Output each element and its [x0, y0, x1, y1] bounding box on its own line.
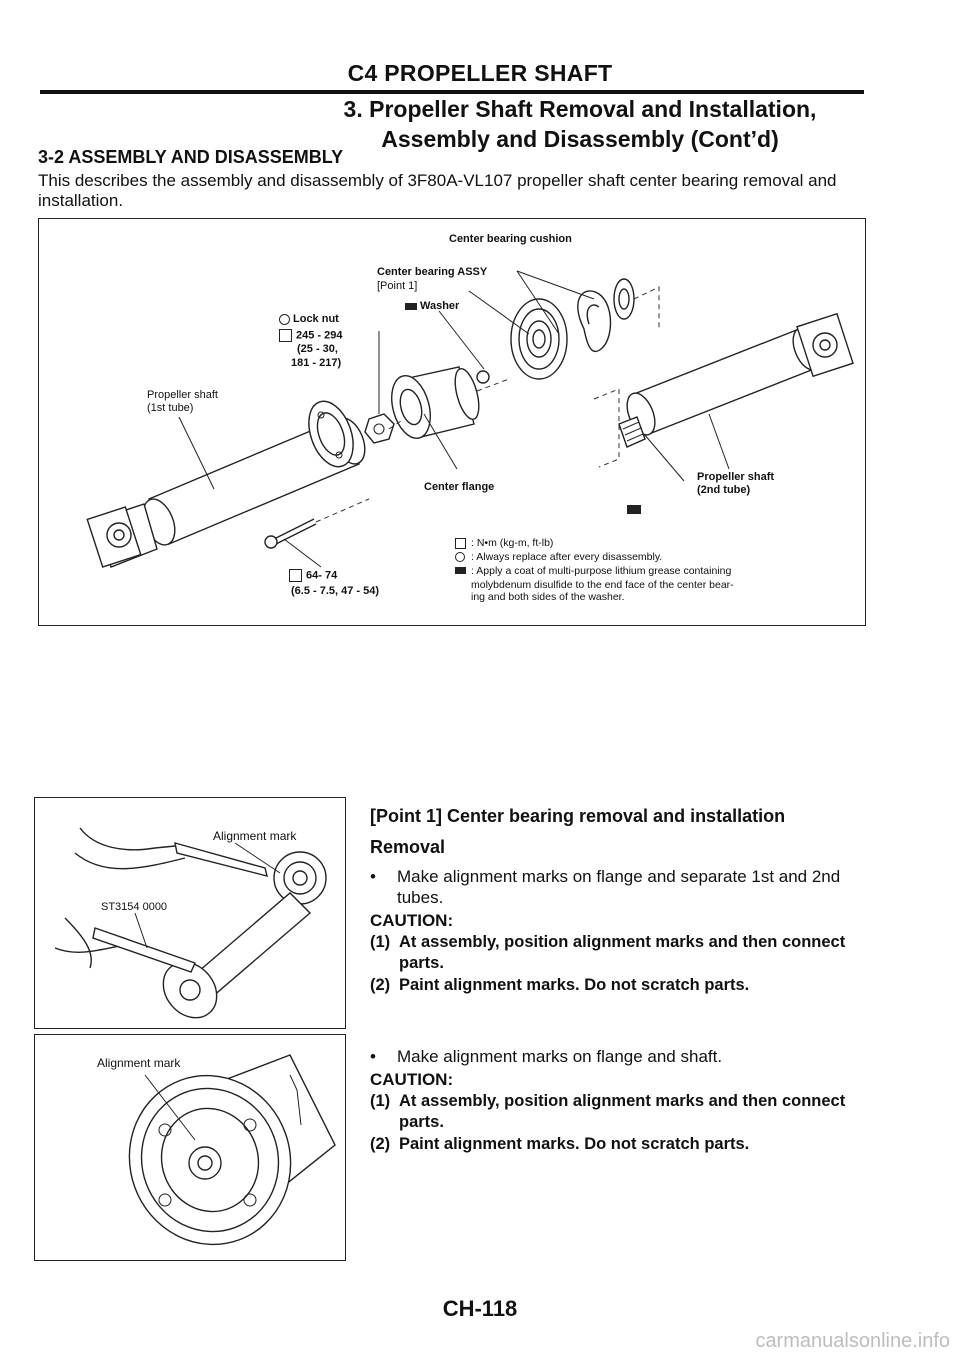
caution-label-2: CAUTION:: [370, 1070, 454, 1089]
washer-drawing: [614, 279, 634, 319]
legend-continued-2: ing and both sides of the washer.: [471, 591, 625, 603]
center-flange-drawing: [385, 366, 509, 442]
bullet-dot-icon: •: [370, 867, 376, 886]
figure-legend: [455, 537, 855, 603]
label-propeller-shaft-2: Propeller shaft: [697, 471, 775, 483]
page-subtitle: [280, 94, 880, 154]
propeller-shaft-2nd-tube-drawing: [594, 314, 853, 467]
label-center-bearing-cushion: Center bearing cushion: [449, 233, 572, 245]
alignment-figure-1-drawing: [35, 798, 345, 1028]
caution-item-4: (2) Paint alignment marks. Do not scratch parts.: [370, 1135, 750, 1153]
label-propeller-shaft-2-sub: (2nd tube): [697, 484, 751, 496]
propeller-shaft-1st-tube-drawing: [87, 395, 371, 567]
label-torque-2: 64- 74: [289, 569, 337, 582]
label-propeller-shaft-1: Propeller shaft: [147, 389, 218, 401]
label-center-bearing-assy: Center bearing ASSY: [377, 266, 488, 278]
label-torque-1-kgm: (25 - 30,: [297, 343, 338, 355]
replace-icon: [455, 552, 465, 562]
bullet-item-1: • Make alignment marks on flange and separate 1st and 2nd tubes.: [370, 867, 841, 907]
label-special-tool: ST3154 0000: [101, 901, 168, 913]
label-alignment-mark-1: Alignment mark: [213, 829, 297, 843]
caution-label: CAUTION:: [370, 911, 454, 930]
label-center-flange: Center flange: [424, 481, 495, 493]
torque-icon: [455, 538, 466, 549]
removal-heading: Removal: [370, 837, 446, 857]
alignment-figure-2-drawing: [35, 1035, 345, 1260]
legend-continued-1: molybdenum disulfide to the end face of the center bear-: [471, 579, 734, 591]
intro-paragraph: This describes the assembly and disassembly of 3F80A-VL107 propeller shaft center bearing removal and installation.: [38, 171, 837, 210]
section-title: C4 PROPELLER SHAFT: [347, 60, 613, 86]
label-lock-nut: Lock nut: [279, 313, 339, 326]
center-bearing-cushion-drawing: [578, 291, 611, 352]
bolt-drawing: [265, 499, 369, 548]
label-point-ref: [Point 1]: [377, 280, 418, 292]
torque-icon: [279, 329, 292, 342]
label-torque-2-sub: (6.5 - 7.5, 47 - 54): [291, 585, 380, 597]
legend-row-replace: : Always replace after every disassembly.: [455, 551, 855, 565]
watermark: carmanualsonline.info: [755, 1330, 950, 1352]
center-bearing-assy-drawing: [511, 299, 567, 379]
label-propeller-shaft-1-sub: (1st tube): [147, 402, 194, 414]
label-alignment-mark-2: Alignment mark: [97, 1056, 181, 1070]
bullet-item-2: • Make alignment marks on flange and shaft.: [370, 1047, 723, 1066]
legend-row-torque: : N•m (kg-m, ft-lb): [455, 537, 855, 551]
subtitle-line-2: Assembly and Disassembly (Cont’d): [381, 126, 779, 152]
grease-icon: [405, 303, 417, 310]
legend-row-grease: : Apply a coat of multi-purpose lithium grease containing: [455, 565, 855, 579]
grease-icon: [455, 567, 466, 574]
subtitle-line-1: 3. Propeller Shaft Removal and Installation,: [343, 96, 817, 122]
torque-icon: [289, 569, 302, 582]
caution-item-3: (1) At assembly, position alignment marks and then connect parts.: [370, 1092, 846, 1131]
label-torque-1: 245 - 294: [279, 329, 342, 342]
label-torque-1-ftlb: 181 - 217): [291, 357, 342, 369]
caution-item-2: (2) Paint alignment marks. Do not scratch parts.: [370, 976, 750, 994]
section-heading: 3-2 ASSEMBLY AND DISASSEMBLY: [38, 147, 344, 167]
replace-icon: [279, 314, 290, 325]
alignment-mark-figure-1: [34, 797, 346, 1029]
label-washer: Washer: [405, 300, 459, 313]
alignment-mark-figure-2: [34, 1034, 346, 1261]
caution-item-1: (1) At assembly, position alignment marks and then connect parts.: [370, 933, 846, 972]
bullet-dot-icon: •: [370, 1047, 376, 1066]
exploded-view-figure: [38, 218, 866, 626]
point1-title: [Point 1] Center bearing removal and installation: [370, 806, 786, 826]
page-number: CH-118: [442, 1296, 518, 1321]
